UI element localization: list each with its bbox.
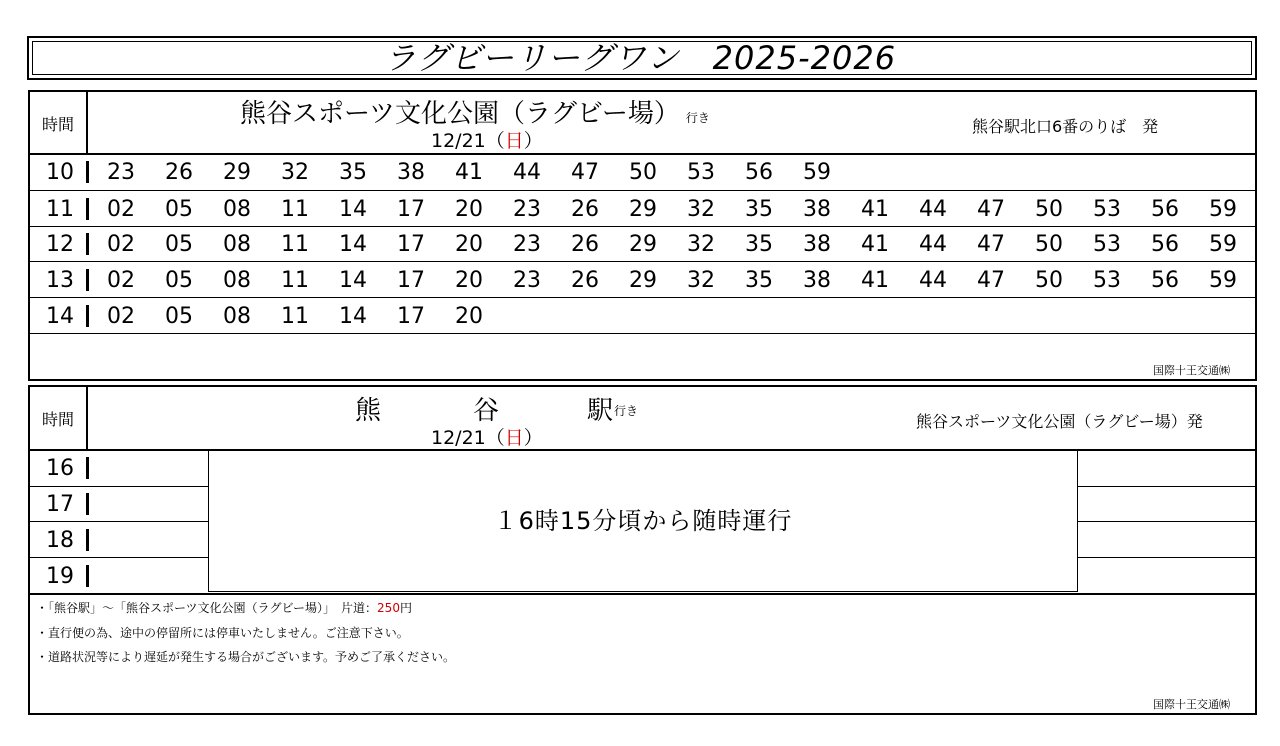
departure-minute: 11: [281, 304, 309, 329]
destination-char: 谷: [472, 396, 499, 426]
departure-minute: 44: [919, 232, 947, 257]
departure-minute: 17: [397, 197, 425, 222]
departure-minute: 29: [629, 232, 657, 257]
departure-minute: 38: [397, 160, 425, 185]
destination-char: 駅: [586, 396, 613, 426]
departure-minute: 44: [919, 268, 947, 293]
departure-minute: 50: [629, 160, 657, 185]
departure-minute: 47: [977, 268, 1005, 293]
divider: [30, 297, 1255, 298]
departure-minute: 41: [861, 197, 889, 222]
departure-minute: 35: [745, 268, 773, 293]
divider: [30, 593, 1255, 595]
departure-minute: 29: [223, 160, 251, 185]
departure-minute: 53: [1093, 268, 1121, 293]
departure-minute: 41: [861, 232, 889, 257]
time-column-header: 時間: [41, 115, 74, 134]
departure-minute: 08: [223, 304, 251, 329]
departure-minute: 38: [803, 268, 831, 293]
departure-minute: 23: [513, 197, 541, 222]
departure-minute: 14: [339, 197, 367, 222]
departure-minute: 08: [223, 268, 251, 293]
departure-minute: 29: [629, 197, 657, 222]
hour-label: 12: [46, 232, 74, 257]
departure-minute: 17: [397, 304, 425, 329]
company-name: 国際十王交通㈱: [1153, 698, 1230, 711]
time-column-header: 時間: [41, 410, 74, 429]
departure-minute: 14: [339, 232, 367, 257]
hour-label: 11: [46, 197, 74, 222]
departure-minute: 05: [165, 197, 193, 222]
departure-minute: 32: [687, 232, 715, 257]
hour-separator: [86, 493, 89, 515]
destination-char: 熊: [354, 396, 381, 426]
departure-minute: 50: [1035, 268, 1063, 293]
departure-minute: 35: [339, 160, 367, 185]
departure-minute: 02: [107, 304, 135, 329]
destination-name: 熊谷スポーツ文化公園（ラグビー場）: [240, 99, 680, 129]
departure-minute: 59: [1209, 268, 1237, 293]
departure-minute: 20: [455, 232, 483, 257]
departure-minute: 20: [455, 304, 483, 329]
weekday: 日: [504, 130, 524, 152]
departure-minute: 11: [281, 197, 309, 222]
departure-minute: 38: [803, 232, 831, 257]
departure-stop: 熊谷スポーツ文化公園（ラグビー場）発: [916, 412, 1203, 431]
service-date: 12/21（日）: [431, 427, 543, 449]
departure-minute: 50: [1035, 232, 1063, 257]
departure-minute: 11: [281, 232, 309, 257]
destination-title: [240, 93, 710, 130]
hour-separator: [86, 161, 89, 183]
hour-separator: [86, 457, 89, 479]
hour-separator: [86, 198, 89, 220]
departure-minute: 05: [165, 304, 193, 329]
departure-minute: 35: [745, 197, 773, 222]
bound-label: 行き: [685, 111, 710, 125]
departure-minute: 56: [1151, 197, 1179, 222]
departure-minute: 23: [513, 232, 541, 257]
divider: [30, 261, 1255, 262]
departure-minute: 11: [281, 268, 309, 293]
departure-minute: 02: [107, 268, 135, 293]
departure-minute: 56: [745, 160, 773, 185]
departure-minute: 20: [455, 197, 483, 222]
departure-minute: 47: [571, 160, 599, 185]
divider: [30, 153, 1255, 155]
departure-minute: 17: [397, 232, 425, 257]
departure-minute: 53: [1093, 197, 1121, 222]
hour-separator: [86, 565, 89, 587]
hour-label: 10: [46, 160, 74, 185]
hour-label: 14: [46, 304, 74, 329]
departure-minute: 47: [977, 232, 1005, 257]
nonstop-note: ・直行便の為、途中の停留所には停車いたしません。ご注意下さい。: [36, 626, 409, 640]
hour-label: 18: [46, 528, 74, 553]
departure-minute: 26: [571, 197, 599, 222]
hour-label: 16: [46, 456, 74, 481]
weekday: 日: [504, 427, 524, 449]
company-name: 国際十王交通㈱: [1153, 364, 1230, 377]
departure-minute: 23: [513, 268, 541, 293]
departure-minute: 56: [1151, 232, 1179, 257]
departure-minute: 59: [1209, 232, 1237, 257]
departure-minute: 02: [107, 197, 135, 222]
hour-separator: [86, 233, 89, 255]
departure-minute: 20: [455, 268, 483, 293]
fare-price: 250: [377, 601, 400, 615]
departure-minute: 35: [745, 232, 773, 257]
divider: [86, 387, 88, 449]
departure-minute: 17: [397, 268, 425, 293]
fare-note: ・「熊谷駅」～「熊谷スポーツ文化公園（ラグビー場）」 片道：250円: [36, 601, 412, 615]
hour-label: 17: [46, 492, 74, 517]
bound-label: 行き: [614, 404, 639, 418]
divider: [86, 92, 88, 153]
departure-minute: 32: [281, 160, 309, 185]
departure-minute: 32: [687, 197, 715, 222]
departure-minute: 44: [513, 160, 541, 185]
service-date: 12/21（日）: [431, 130, 543, 152]
departure-minute: 14: [339, 268, 367, 293]
departure-minute: 50: [1035, 197, 1063, 222]
departure-minute: 32: [687, 268, 715, 293]
notice-text: １6時15分頃から随時運行: [493, 507, 793, 535]
divider: [30, 226, 1255, 227]
departure-minute: 23: [107, 160, 135, 185]
hour-separator: [86, 529, 89, 551]
page-title: ラグビーリーグワン 2025-2026: [383, 39, 897, 77]
divider: [30, 190, 1255, 191]
departure-minute: 41: [861, 268, 889, 293]
departure-stop: 熊谷駅北口6番のりば 発: [972, 117, 1159, 136]
departure-minute: 53: [687, 160, 715, 185]
departure-minute: 41: [455, 160, 483, 185]
departure-minute: 56: [1151, 268, 1179, 293]
departure-minute: 08: [223, 232, 251, 257]
hour-separator: [86, 269, 89, 291]
delay-note: ・道路状況等により遅延が発生する場合がございます。予めご了承ください。: [36, 650, 456, 664]
hour-separator: [86, 305, 89, 327]
departure-minute: 26: [165, 160, 193, 185]
hour-label: 19: [46, 564, 74, 589]
departure-minute: 47: [977, 197, 1005, 222]
departure-minute: 05: [165, 232, 193, 257]
hour-label: 13: [46, 268, 74, 293]
departure-minute: 59: [803, 160, 831, 185]
departure-minute: 08: [223, 197, 251, 222]
departure-minute: 29: [629, 268, 657, 293]
departure-minute: 38: [803, 197, 831, 222]
divider: [30, 333, 1255, 334]
departure-minute: 26: [571, 268, 599, 293]
departure-minute: 26: [571, 232, 599, 257]
departure-minute: 59: [1209, 197, 1237, 222]
departure-minute: 05: [165, 268, 193, 293]
departure-minute: 02: [107, 232, 135, 257]
departure-minute: 53: [1093, 232, 1121, 257]
departure-minute: 44: [919, 197, 947, 222]
departure-minute: 14: [339, 304, 367, 329]
